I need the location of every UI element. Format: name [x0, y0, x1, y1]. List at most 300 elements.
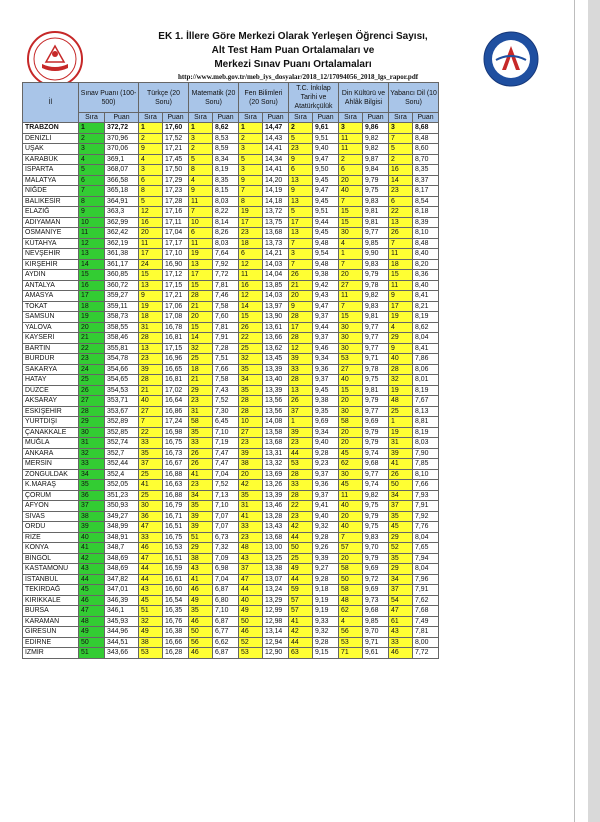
- score-cell: 358,73: [105, 312, 139, 323]
- rank-cell: 39: [389, 448, 413, 459]
- rank-cell: 20: [339, 511, 363, 522]
- rank-cell: 34: [389, 574, 413, 585]
- score-cell: 9,51: [313, 207, 339, 218]
- province-name: OSMANİYE: [23, 228, 79, 239]
- score-cell: 9,74: [363, 448, 389, 459]
- province-name: BALIKESİR: [23, 196, 79, 207]
- province-name: ESKİŞEHİR: [23, 406, 79, 417]
- score-cell: 8,21: [413, 301, 439, 312]
- rank-cell: 41: [239, 511, 263, 522]
- score-cell: 7,85: [413, 459, 439, 470]
- subheader-puan: Puan: [163, 113, 189, 123]
- rank-cell: 7: [79, 186, 105, 197]
- rank-cell: 17: [289, 217, 313, 228]
- score-cell: 9,79: [363, 427, 389, 438]
- rank-cell: 33: [139, 438, 163, 449]
- rank-cell: 29: [189, 543, 213, 554]
- score-cell: 9,61: [313, 123, 339, 134]
- province-name: KASTAMONU: [23, 564, 79, 575]
- rank-cell: 12: [139, 207, 163, 218]
- subheader-sira: Sıra: [339, 113, 363, 123]
- score-cell: 352,7: [105, 448, 139, 459]
- rank-cell: 19: [189, 249, 213, 260]
- rank-cell: 38: [79, 511, 105, 522]
- score-cell: 8,19: [413, 312, 439, 323]
- score-cell: 8,01: [413, 375, 439, 386]
- score-cell: 9,83: [363, 196, 389, 207]
- table-row: [23, 438, 439, 449]
- rank-cell: 26: [189, 448, 213, 459]
- rank-cell: 15: [189, 322, 213, 333]
- rank-cell: 45: [339, 480, 363, 491]
- rank-cell: 35: [139, 448, 163, 459]
- score-cell: 16,66: [163, 637, 189, 648]
- province-name: SAMSUN: [23, 312, 79, 323]
- score-cell: 8,48: [413, 238, 439, 249]
- score-cell: 8,18: [413, 207, 439, 218]
- rank-cell: 15: [339, 217, 363, 228]
- score-cell: 9,32: [313, 627, 339, 638]
- score-cell: 9,37: [313, 469, 339, 480]
- rank-cell: 45: [139, 595, 163, 606]
- table-row: [23, 574, 439, 585]
- rank-cell: 6: [239, 249, 263, 260]
- rank-cell: 47: [389, 606, 413, 617]
- score-cell: 9,44: [313, 217, 339, 228]
- rank-cell: 16: [79, 280, 105, 291]
- table-row: [23, 501, 439, 512]
- score-cell: 9,69: [363, 585, 389, 596]
- table-row: [23, 249, 439, 260]
- score-cell: 9,33: [313, 616, 339, 627]
- rank-cell: 11: [339, 144, 363, 155]
- score-cell: 352,4: [105, 469, 139, 480]
- score-cell: 9,38: [313, 270, 339, 281]
- score-cell: 8,04: [413, 564, 439, 575]
- rank-cell: 5: [139, 196, 163, 207]
- score-cell: 16,78: [163, 322, 189, 333]
- score-cell: 9,47: [313, 301, 339, 312]
- score-cell: 7,92: [413, 511, 439, 522]
- rank-cell: 28: [239, 396, 263, 407]
- rank-cell: 49: [79, 627, 105, 638]
- score-cell: 348,69: [105, 564, 139, 575]
- score-cell: 13,00: [263, 543, 289, 554]
- score-cell: 352,05: [105, 480, 139, 491]
- table-row: [23, 417, 439, 428]
- title-line-3: Merkezi Sınav Puanı Ortalamaları: [214, 59, 372, 70]
- rank-cell: 7: [339, 301, 363, 312]
- rank-cell: 23: [289, 438, 313, 449]
- rank-cell: 43: [79, 564, 105, 575]
- rank-cell: 46: [189, 585, 213, 596]
- rank-cell: 39: [289, 354, 313, 365]
- score-cell: 354,66: [105, 364, 139, 375]
- score-cell: 9,72: [363, 574, 389, 585]
- rank-cell: 42: [289, 627, 313, 638]
- score-cell: 16,54: [163, 595, 189, 606]
- table-row: [23, 354, 439, 365]
- score-cell: 6,73: [213, 532, 239, 543]
- score-cell: 17,52: [163, 133, 189, 144]
- rank-cell: 47: [239, 574, 263, 585]
- score-cell: 16,38: [163, 627, 189, 638]
- score-cell: 16,88: [163, 490, 189, 501]
- province-name: TEKİRDAĞ: [23, 585, 79, 596]
- rank-cell: 44: [289, 532, 313, 543]
- score-cell: 7,65: [413, 543, 439, 554]
- score-cell: 8,35: [413, 165, 439, 176]
- rank-cell: 14: [239, 301, 263, 312]
- score-cell: 17,11: [163, 217, 189, 228]
- score-cell: 9,77: [363, 406, 389, 417]
- rank-cell: 2: [79, 133, 105, 144]
- rank-cell: 44: [289, 574, 313, 585]
- score-cell: 13,85: [263, 280, 289, 291]
- score-cell: 372,72: [105, 123, 139, 134]
- rank-cell: 21: [289, 280, 313, 291]
- rank-cell: 25: [239, 343, 263, 354]
- score-cell: 9,77: [363, 343, 389, 354]
- province-name: İSTANBUL: [23, 574, 79, 585]
- score-cell: 9,35: [313, 406, 339, 417]
- rank-cell: 32: [389, 375, 413, 386]
- score-cell: 16,73: [163, 448, 189, 459]
- score-cell: 9,28: [313, 448, 339, 459]
- score-cell: 13,73: [263, 238, 289, 249]
- rank-cell: 35: [389, 553, 413, 564]
- score-cell: 17,17: [163, 238, 189, 249]
- score-cell: 9,85: [363, 238, 389, 249]
- rank-cell: 40: [139, 396, 163, 407]
- score-cell: 9,34: [313, 354, 339, 365]
- subheader-puan: Puan: [105, 113, 139, 123]
- header-group: Matematik (20 Soru): [189, 83, 239, 113]
- score-cell: 9,70: [363, 543, 389, 554]
- province-name: İZMİR: [23, 648, 79, 659]
- rank-cell: 59: [289, 585, 313, 596]
- score-cell: 16,64: [163, 396, 189, 407]
- rank-cell: 26: [289, 396, 313, 407]
- province-name: ISPARTA: [23, 165, 79, 176]
- score-cell: 13,90: [263, 312, 289, 323]
- score-cell: 9,38: [313, 396, 339, 407]
- rank-cell: 7: [339, 532, 363, 543]
- score-cell: 347,01: [105, 585, 139, 596]
- table-row: [23, 217, 439, 228]
- score-cell: 348,91: [105, 532, 139, 543]
- rank-cell: 26: [389, 228, 413, 239]
- rank-cell: 2: [139, 133, 163, 144]
- table-row: [23, 270, 439, 281]
- score-cell: 8,03: [413, 438, 439, 449]
- score-cell: 7,13: [213, 490, 239, 501]
- rank-cell: 3: [239, 144, 263, 155]
- rank-cell: 23: [189, 396, 213, 407]
- score-cell: 16,81: [163, 333, 189, 344]
- province-name: KARABÜK: [23, 154, 79, 165]
- score-cell: 9,61: [363, 648, 389, 659]
- rank-cell: 7: [389, 133, 413, 144]
- score-cell: 9,71: [363, 637, 389, 648]
- score-cell: 16,88: [163, 469, 189, 480]
- score-cell: 349,27: [105, 511, 139, 522]
- rank-cell: 6: [389, 196, 413, 207]
- rank-cell: 34: [239, 375, 263, 386]
- table-row: [23, 616, 439, 627]
- table-row: [23, 333, 439, 344]
- score-cell: 8,62: [413, 322, 439, 333]
- rank-cell: 41: [139, 480, 163, 491]
- rank-cell: 12: [289, 343, 313, 354]
- province-name: SAKARYA: [23, 364, 79, 375]
- rank-cell: 9: [189, 186, 213, 197]
- rank-cell: 28: [79, 406, 105, 417]
- score-cell: 13,31: [263, 448, 289, 459]
- rank-cell: 11: [139, 238, 163, 249]
- score-cell: 7,81: [213, 322, 239, 333]
- rank-cell: 33: [79, 459, 105, 470]
- province-name: K.MARAŞ: [23, 480, 79, 491]
- score-cell: 13,26: [263, 480, 289, 491]
- score-cell: 8,48: [413, 133, 439, 144]
- score-cell: 6,77: [213, 627, 239, 638]
- rank-cell: 47: [139, 522, 163, 533]
- rank-cell: 40: [339, 375, 363, 386]
- score-cell: 347,82: [105, 574, 139, 585]
- score-cell: 8,03: [213, 238, 239, 249]
- rank-cell: 33: [389, 637, 413, 648]
- table-row: [23, 522, 439, 533]
- province-name: KAYSERİ: [23, 333, 79, 344]
- province-name: AMASYA: [23, 291, 79, 302]
- score-cell: 7,92: [213, 259, 239, 270]
- score-cell: 12,90: [263, 648, 289, 659]
- rank-cell: 49: [239, 606, 263, 617]
- rank-cell: 27: [79, 396, 105, 407]
- province-name: MUĞLA: [23, 438, 79, 449]
- rank-cell: 20: [339, 175, 363, 186]
- score-cell: 9,45: [313, 385, 339, 396]
- score-cell: 8,68: [413, 123, 439, 134]
- rank-cell: 8: [189, 165, 213, 176]
- score-cell: 13,45: [263, 354, 289, 365]
- rank-cell: 23: [289, 511, 313, 522]
- rank-cell: 5: [189, 154, 213, 165]
- score-cell: 9,48: [313, 259, 339, 270]
- score-cell: 7,91: [413, 585, 439, 596]
- score-cell: 16,51: [163, 553, 189, 564]
- score-cell: 8,59: [213, 144, 239, 155]
- rank-cell: 15: [189, 280, 213, 291]
- rank-cell: 9: [139, 291, 163, 302]
- rank-cell: 35: [239, 385, 263, 396]
- score-cell: 13,07: [263, 574, 289, 585]
- rank-cell: 3: [79, 144, 105, 155]
- rank-cell: 9: [139, 144, 163, 155]
- meb-logo-icon: [26, 30, 84, 88]
- rank-cell: 50: [239, 616, 263, 627]
- score-cell: 17,15: [163, 343, 189, 354]
- table-row: [23, 154, 439, 165]
- score-cell: 7,07: [213, 511, 239, 522]
- rank-cell: 23: [389, 186, 413, 197]
- rank-cell: 3: [389, 123, 413, 134]
- score-cell: 8,15: [213, 186, 239, 197]
- score-cell: 14,20: [263, 175, 289, 186]
- rank-cell: 17: [139, 249, 163, 260]
- rank-cell: 9: [289, 154, 313, 165]
- table-row: [23, 364, 439, 375]
- score-cell: 9,46: [313, 343, 339, 354]
- rank-cell: 50: [79, 637, 105, 648]
- rank-cell: 7: [189, 207, 213, 218]
- rank-cell: 26: [189, 459, 213, 470]
- rank-cell: 49: [289, 564, 313, 575]
- rank-cell: 30: [339, 343, 363, 354]
- rank-cell: 28: [189, 291, 213, 302]
- rank-cell: 19: [389, 427, 413, 438]
- rank-cell: 50: [289, 543, 313, 554]
- province-name: NEVŞEHİR: [23, 249, 79, 260]
- rank-cell: 27: [139, 406, 163, 417]
- rank-cell: 11: [239, 270, 263, 281]
- rank-cell: 6: [139, 175, 163, 186]
- score-cell: 9,40: [313, 438, 339, 449]
- rank-cell: 3: [289, 249, 313, 260]
- rank-cell: 71: [339, 648, 363, 659]
- rank-cell: 11: [339, 490, 363, 501]
- rank-cell: 27: [239, 427, 263, 438]
- score-cell: 8,70: [413, 154, 439, 165]
- score-cell: 7,51: [213, 354, 239, 365]
- rank-cell: 7: [339, 196, 363, 207]
- score-cell: 8,17: [413, 186, 439, 197]
- rank-cell: 13: [79, 249, 105, 260]
- rank-cell: 41: [289, 616, 313, 627]
- school-logo-icon: [482, 30, 540, 88]
- score-cell: 9,75: [363, 501, 389, 512]
- rank-cell: 46: [139, 543, 163, 554]
- rank-cell: 1: [79, 123, 105, 134]
- table-row: [23, 532, 439, 543]
- score-cell: 9,26: [313, 543, 339, 554]
- rank-cell: 5: [289, 133, 313, 144]
- score-cell: 9,42: [313, 280, 339, 291]
- score-cell: 16,75: [163, 532, 189, 543]
- table-row: [23, 343, 439, 354]
- subheader-puan: Puan: [363, 113, 389, 123]
- subheader-sira: Sıra: [389, 113, 413, 123]
- rank-cell: 15: [139, 270, 163, 281]
- rank-cell: 47: [79, 606, 105, 617]
- rank-cell: 62: [339, 459, 363, 470]
- rank-cell: 19: [139, 301, 163, 312]
- rank-cell: 14: [389, 175, 413, 186]
- table-row: [23, 312, 439, 323]
- rank-cell: 16: [239, 280, 263, 291]
- table-row: [23, 543, 439, 554]
- rank-cell: 29: [389, 333, 413, 344]
- rank-cell: 7: [139, 417, 163, 428]
- rank-cell: 20: [339, 553, 363, 564]
- score-cell: 354,53: [105, 385, 139, 396]
- rank-cell: 28: [289, 312, 313, 323]
- rank-cell: 13: [189, 259, 213, 270]
- score-cell: 7,91: [213, 333, 239, 344]
- rank-cell: 53: [139, 648, 163, 659]
- table-row: [23, 511, 439, 522]
- score-cell: 370,06: [105, 144, 139, 155]
- subheader-row: [23, 113, 439, 123]
- rank-cell: 32: [139, 616, 163, 627]
- province-name: UŞAK: [23, 144, 79, 155]
- score-cell: 8,39: [413, 217, 439, 228]
- rank-cell: 4: [389, 322, 413, 333]
- rank-cell: 13: [139, 280, 163, 291]
- table-row: [23, 291, 439, 302]
- rank-cell: 28: [289, 490, 313, 501]
- score-cell: 9,19: [313, 606, 339, 617]
- score-cell: 9,75: [363, 522, 389, 533]
- subheader-sira: Sıra: [79, 113, 105, 123]
- score-cell: 9,78: [363, 280, 389, 291]
- table-row: [23, 459, 439, 470]
- rank-cell: 34: [389, 490, 413, 501]
- score-cell: 9,45: [313, 196, 339, 207]
- score-cell: 7,58: [213, 375, 239, 386]
- rank-cell: 39: [139, 364, 163, 375]
- rank-cell: 44: [289, 637, 313, 648]
- rank-cell: 3: [189, 133, 213, 144]
- score-cell: 17,06: [163, 301, 189, 312]
- rank-cell: 11: [189, 238, 213, 249]
- province-name: MALATYA: [23, 175, 79, 186]
- score-cell: 17,10: [163, 249, 189, 260]
- score-cell: 13,43: [263, 522, 289, 533]
- score-cell: 13,68: [263, 228, 289, 239]
- score-cell: 352,89: [105, 417, 139, 428]
- province-name: MERSİN: [23, 459, 79, 470]
- score-cell: 16,96: [163, 354, 189, 365]
- score-cell: 9,36: [313, 480, 339, 491]
- rank-cell: 20: [339, 427, 363, 438]
- province-name: KARAMAN: [23, 616, 79, 627]
- score-cell: 9,79: [363, 175, 389, 186]
- score-cell: 14,47: [263, 123, 289, 134]
- score-cell: 7,04: [213, 574, 239, 585]
- rank-cell: 53: [289, 459, 313, 470]
- rank-cell: 4: [339, 616, 363, 627]
- score-cell: 6,98: [213, 564, 239, 575]
- rank-cell: 10: [79, 217, 105, 228]
- score-cell: 16,79: [163, 501, 189, 512]
- rank-cell: 2: [289, 123, 313, 134]
- score-cell: 13,56: [263, 396, 289, 407]
- rank-cell: 50: [389, 480, 413, 491]
- score-cell: 9,50: [313, 165, 339, 176]
- score-cell: 9,28: [313, 532, 339, 543]
- rank-cell: 5: [389, 144, 413, 155]
- rank-cell: 29: [389, 564, 413, 575]
- score-cell: 9,79: [363, 438, 389, 449]
- province-name: AFYON: [23, 501, 79, 512]
- table-row: [23, 637, 439, 648]
- rank-cell: 17: [389, 301, 413, 312]
- score-cell: 14,18: [263, 196, 289, 207]
- rank-cell: 43: [239, 553, 263, 564]
- rank-cell: 3: [239, 165, 263, 176]
